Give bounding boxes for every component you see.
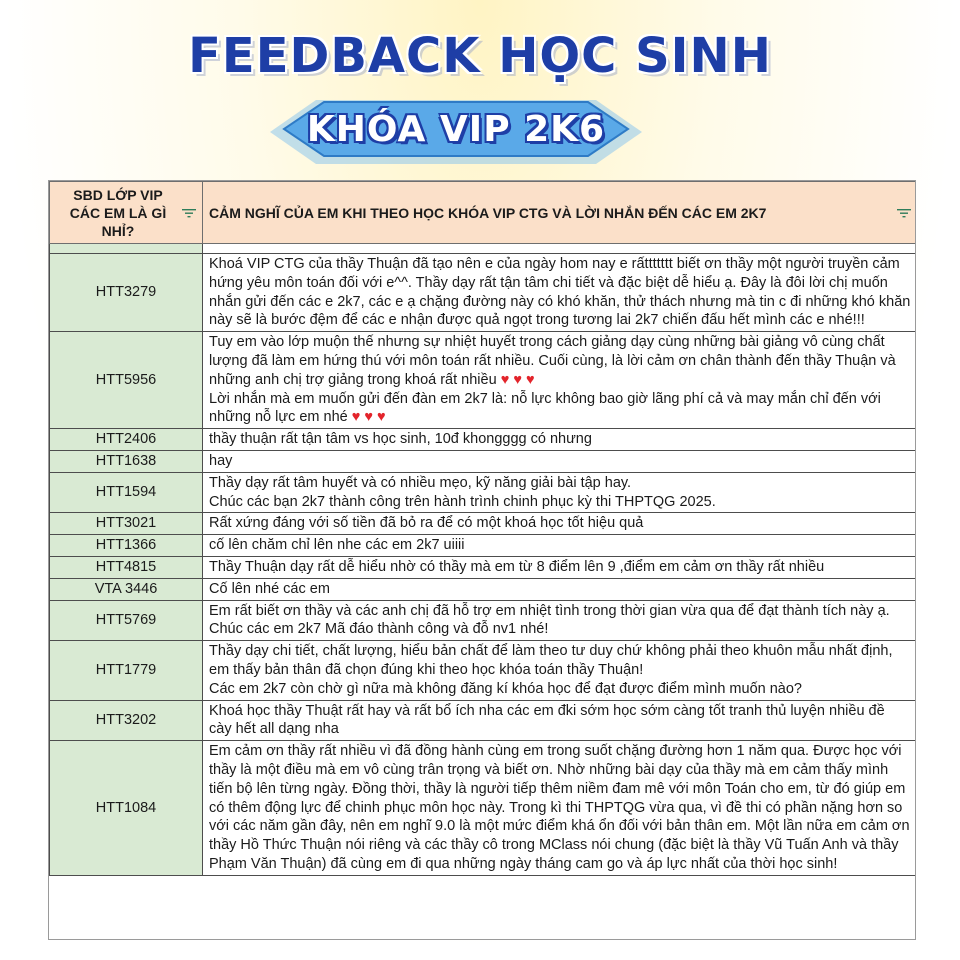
row-id-cell[interactable]: HTT3021 (50, 513, 203, 535)
row-feedback-cell[interactable]: Em rất biết ơn thầy và các anh chị đã hỗ trợ em nhiệt tình trong thời gian vừa qua để đạt thành tích này ạ. Chúc các em 2k7 Mã đáo thành công và đỗ nv1 nhé! (203, 600, 917, 641)
row-id-cell[interactable]: HTT4815 (50, 556, 203, 578)
row-feedback-cell[interactable]: Thầy dạy rất tâm huyết và có nhiều mẹo, kỹ năng giải bài tập hay. Chúc các bạn 2k7 thành công trên hành trình chinh phục kỳ thi THPTQG 2025. (203, 472, 917, 513)
column-header-feedback-label: CẢM NGHĨ CỦA EM KHI THEO HỌC KHÓA VIP CTG VÀ LỜI NHẮN ĐẾN CÁC EM 2K7 (209, 204, 767, 221)
heart-icon: ♥ (500, 371, 510, 388)
column-header-sbd-label: SBD LỚP VIP CÁC EM LÀ GÌ NHỈ? (69, 186, 167, 239)
feedback-spreadsheet (48, 180, 916, 940)
table-row (50, 535, 917, 557)
table-header-row (50, 182, 917, 244)
table-row (50, 450, 917, 472)
table-row (50, 254, 917, 332)
column-header-feedback[interactable] (203, 182, 917, 244)
table-row (50, 741, 917, 876)
row-id-cell[interactable]: HTT5956 (50, 332, 203, 429)
row-feedback-cell[interactable]: Khoá VIP CTG của thầy Thuận đã tạo nên e của ngày hom nay e rấttttttt biết ơn thầy một người truyền cảm hứng yêu môn toán đối với e^^. Thầy dạy rất tận tâm chi tiết và đặc biệt dễ hiểu ạ. Đây là đôi lời chị muốn nhắn gửi đến các e 2k7, các e ạ chặng đường này có khó khăn, thử thách nhưng mà tin c đi những khó khăn này sẽ là bước đệm để các e nhận được quả ngọt trong tương lai 2k7 chiến đấu hết mình các e nhé!!! (203, 254, 917, 332)
feedback-table (49, 181, 916, 876)
row-feedback-cell[interactable]: cố lên chăm chỉ lên nhe các em 2k7 uiiii (203, 535, 917, 557)
row-feedback-cell[interactable]: Rất xứng đáng với số tiền đã bỏ ra để có một khoá học tốt hiệu quả (203, 513, 917, 535)
row-id-cell[interactable]: HTT1084 (50, 741, 203, 876)
row-id-cell[interactable]: HTT2406 (50, 429, 203, 451)
row-feedback-cell[interactable]: hay (203, 450, 917, 472)
filter-icon[interactable] (182, 208, 196, 218)
table-row (50, 556, 917, 578)
row-id-cell[interactable]: HTT3202 (50, 700, 203, 741)
table-row (50, 600, 917, 641)
row-id-cell[interactable]: VTA 3446 (50, 578, 203, 600)
filter-icon[interactable] (897, 208, 911, 218)
table-row (50, 578, 917, 600)
table-row-partial (50, 244, 917, 254)
heart-icon: ♥ (364, 409, 373, 426)
row-feedback-cell[interactable]: Thầy dạy chi tiết, chất lượng, hiểu bản chất để làm theo tư duy chứ không phải theo khuôn mẫu nhất định, em thấy bản thân đã chọn đúng khi theo học khóa toán thầy Thuận! Các em 2k7 còn chờ gì nữa mà không đăng kí khóa học để đạt được điểm mình muốn nào? (203, 641, 917, 700)
page-title: FEEDBACK HỌC SINH (188, 28, 772, 84)
row-feedback-cell[interactable]: Em cảm ơn thầy rất nhiều vì đã đồng hành cùng em trong suốt chặng đường hơn 1 năm qua. Được học với thầy là một điều mà em vô cùng trân trọng và biết ơn. Nhờ những bài dạy của thầy mà em cảm thấy mình tiến bộ lên từng ngày. Đồng thời, thầy là người tiếp thêm niềm đam mê với môn Toán cho em, từ đó giúp em có thêm động lực để chinh phục môn học này. Trong kì thi THPTQG vừa qua, vì đề thi có phần nặng hơn so với các năm gần đây, nên em nghĩ 9.0 là một mức điểm khá ổn đối với bản thân em. Một lần nữa em cảm ơn thầy Hồ Thức Thuận nói riêng và các thầy cô trong MClass nói chung (đặc biệt là thầy Vũ Tuấn Anh và thầy Phạm Văn Thuận) đã cùng em đi qua những ngày tháng cam go và áp lực nhất của thời học sinh! (203, 741, 917, 876)
table-row (50, 513, 917, 535)
course-badge (264, 96, 648, 168)
row-feedback-cell (203, 244, 917, 254)
heart-icon: ♥ (351, 409, 361, 426)
row-id-cell[interactable]: HTT1638 (50, 450, 203, 472)
heart-icon: ♥ (513, 371, 522, 388)
heart-icon: ♥ (525, 371, 535, 388)
row-id-cell[interactable]: HTT1366 (50, 535, 203, 557)
row-feedback-cell[interactable]: thầy thuận rất tận tâm vs học sinh, 10đ khongggg có nhưng (203, 429, 917, 451)
row-id-cell[interactable]: HTT1779 (50, 641, 203, 700)
row-id-cell[interactable]: HTT3279 (50, 254, 203, 332)
row-id-cell[interactable]: HTT1594 (50, 472, 203, 513)
row-feedback-cell[interactable]: Khoá học thầy Thuật rất hay và rất bổ ích nha các em đki sớm học sớm càng tốt tranh thủ luyện nhiều đề cày hết all dạng nha (203, 700, 917, 741)
table-row (50, 641, 917, 700)
table-row (50, 332, 917, 429)
column-header-sbd[interactable] (50, 182, 203, 244)
row-feedback-cell[interactable]: Tuy em vào lớp muộn thế nhưng sự nhiệt huyết trong cách giảng dạy cùng những bài giảng vô cùng chất lượng đã làm em hứng thú với môn toán rất nhiều. Cuối cùng, là lời cảm ơn chân thành đến thầy Thuận và những anh chị trợ giảng trong khoá rất nhiều ♥ ♥ ♥ Lời nhắn mà em muốn gửi đến đàn em 2k7 là: nỗ lực không bao giờ lãng phí cả và may mắn chỉ đến với những nỗ lực em nhé ♥ ♥ ♥ (203, 332, 917, 429)
table-row (50, 429, 917, 451)
row-feedback-cell[interactable]: Cố lên nhé các em (203, 578, 917, 600)
row-id-cell (50, 244, 203, 254)
table-row (50, 700, 917, 741)
row-feedback-cell[interactable]: Thầy Thuận dạy rất dễ hiểu nhờ có thầy mà em từ 8 điểm lên 9 ,điểm em cảm ơn thầy rất nhiều (203, 556, 917, 578)
badge-label: KHÓA VIP 2K6 (306, 108, 606, 150)
row-id-cell[interactable]: HTT5769 (50, 600, 203, 641)
table-row (50, 472, 917, 513)
heart-icon: ♥ (377, 409, 386, 426)
